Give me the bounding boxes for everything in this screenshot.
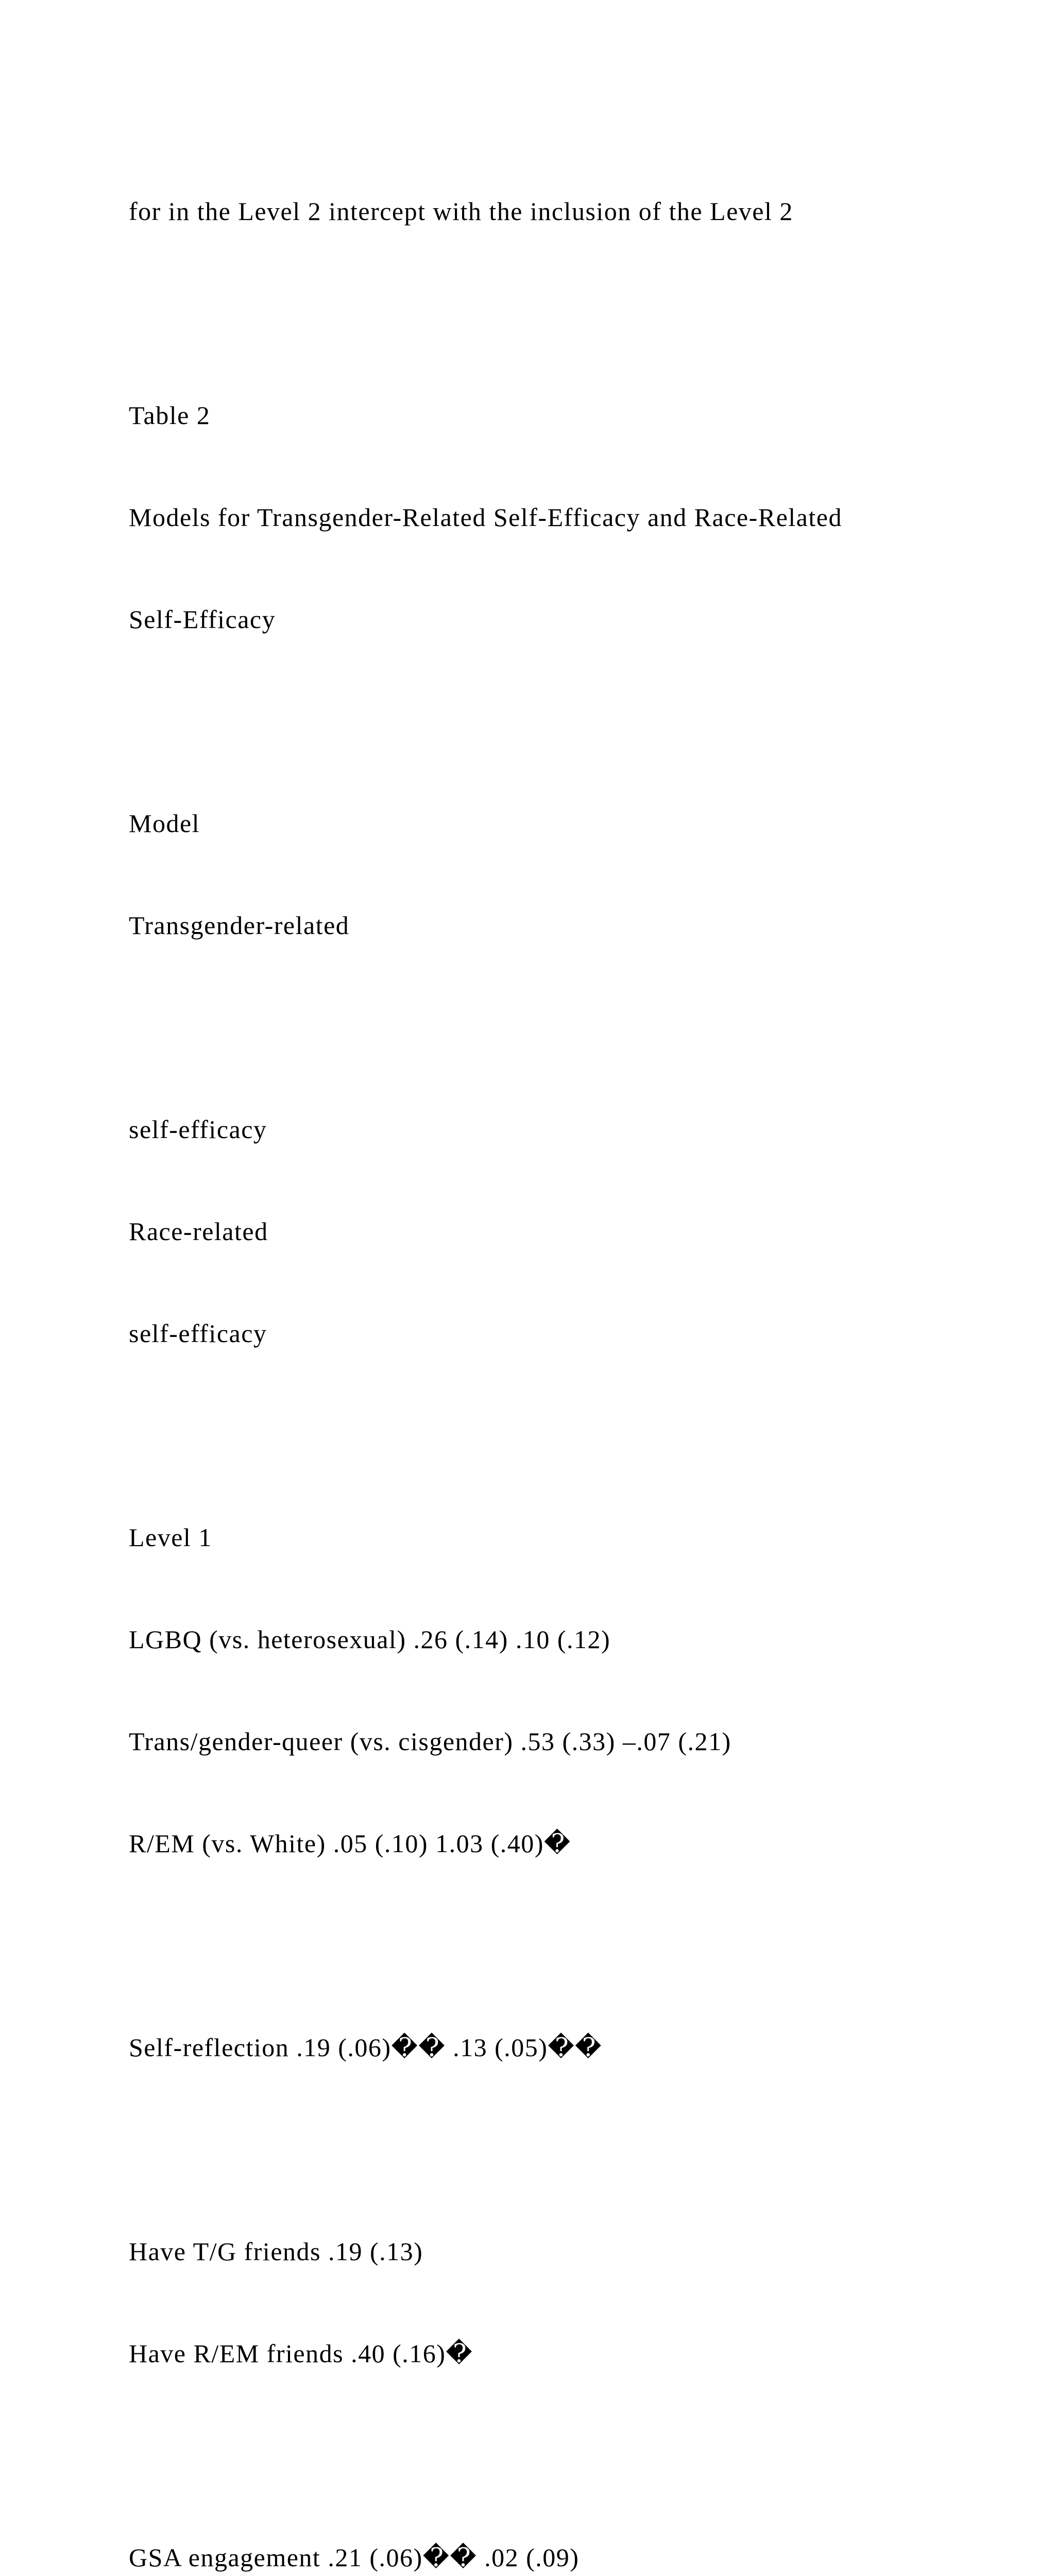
intro-text-line: for in the Level 2 intercept with the inclusion of the Level 2 (129, 197, 793, 226)
table-label: Table 2 (129, 401, 211, 430)
blank-line (129, 704, 1005, 738)
table-row: Have R/EM friends .40 (.16)� (129, 2339, 473, 2368)
blank-line (129, 2132, 1005, 2166)
column-header-race-related: Race-related (129, 1217, 268, 1246)
blank-line (129, 1010, 1005, 1044)
column-header-transgender: Transgender-related (129, 911, 350, 940)
document-page (129, 126, 1005, 2576)
table-title-line-2: Self-Efficacy (129, 605, 276, 634)
table-row: Have T/G friends .19 (.13) (129, 2237, 423, 2266)
blank-line (129, 2438, 1005, 2472)
column-header-self-efficacy: self-efficacy (129, 1115, 267, 1144)
table-row: R/EM (vs. White) .05 (.10) 1.03 (.40)� (129, 1829, 571, 1858)
table-row: LGBQ (vs. heterosexual) .26 (.14) .10 (.12) (129, 1625, 611, 1654)
section-level-1: Level 1 (129, 1523, 212, 1552)
table-row: Self-reflection .19 (.06)�� .13 (.05)�� (129, 2033, 602, 2062)
table-row: GSA engagement .21 (.06)�� .02 (.09) (129, 2543, 580, 2572)
blank-line (129, 1928, 1005, 1962)
table-title-line-1: Models for Transgender-Related Self-Efficacy and Race-Related (129, 503, 842, 532)
blank-line (129, 1418, 1005, 1452)
blank-line (129, 296, 1005, 330)
table-row: Trans/gender-queer (vs. cisgender) .53 (.33) –.07 (.21) (129, 1727, 731, 1756)
column-header-model: Model (129, 809, 200, 838)
column-header-self-efficacy-2: self-efficacy (129, 1319, 267, 1348)
